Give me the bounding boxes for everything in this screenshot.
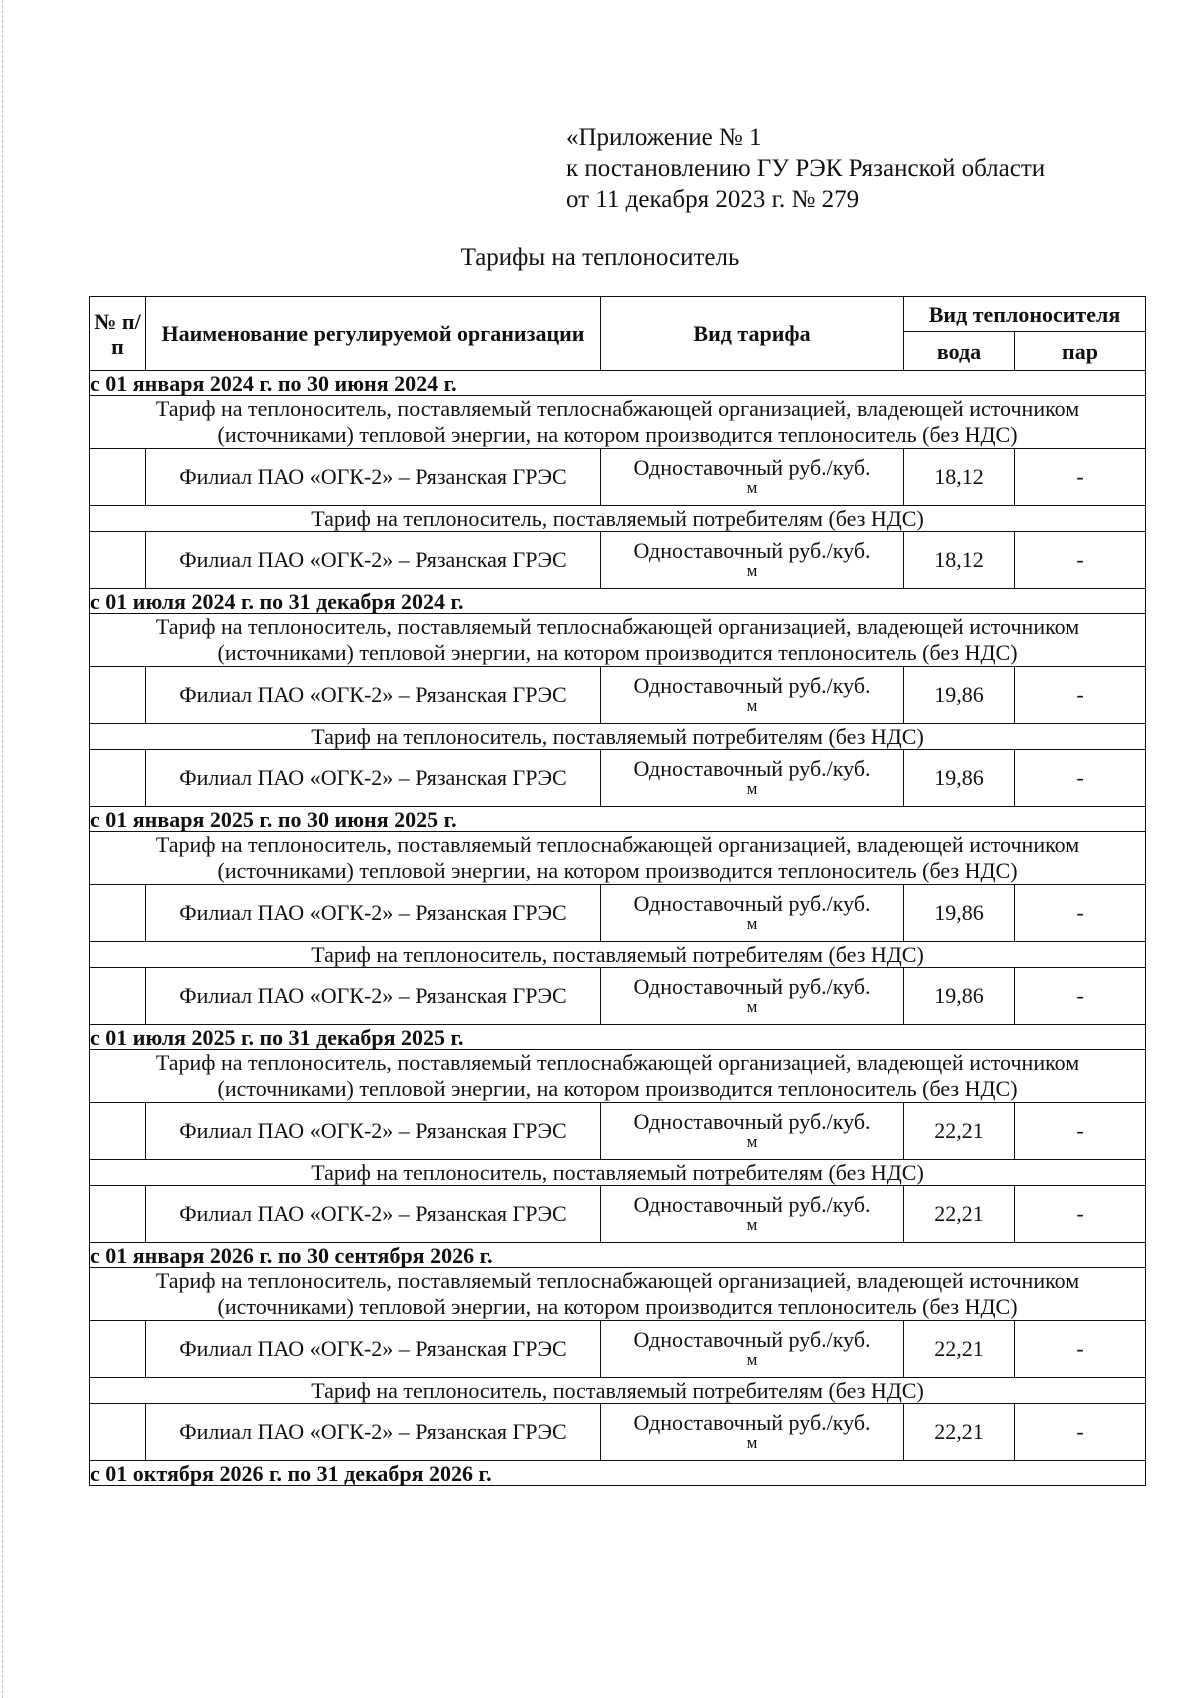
organization-cell: Филиал ПАО «ОГК-2» – Рязанская ГРЭС bbox=[146, 1103, 601, 1160]
section-row bbox=[90, 614, 1146, 667]
row-number-cell bbox=[90, 532, 146, 589]
table-row bbox=[90, 750, 1146, 807]
row-number-cell bbox=[90, 885, 146, 942]
table-row bbox=[90, 449, 1146, 506]
row-number-cell bbox=[90, 1186, 146, 1243]
table-row bbox=[90, 885, 1146, 942]
section-consumer-tariff: Тариф на теплоноситель, поставляемый потребителям (без НДС) bbox=[90, 724, 1146, 750]
organization-cell: Филиал ПАО «ОГК-2» – Рязанская ГРЭС bbox=[146, 1186, 601, 1243]
tariff-kind-text: Одноставочный руб./куб. bbox=[633, 1109, 871, 1134]
water-tariff-value: 22,21 bbox=[904, 1186, 1015, 1243]
section-consumer-tariff: Тариф на теплоноситель, поставляемый потребителям (без НДС) bbox=[90, 942, 1146, 968]
organization-cell: Филиал ПАО «ОГК-2» – Рязанская ГРЭС bbox=[146, 532, 601, 589]
section-source-tariff: Тариф на теплоноситель, поставляемый теплоснабжающей организацией, владеющей источником (источниками) тепловой энергии, на котором производится теплоноситель (без НДС) bbox=[90, 396, 1146, 449]
tariff-kind-cell bbox=[601, 1321, 904, 1378]
row-number-cell bbox=[90, 1404, 146, 1461]
tariff-unit-text: м bbox=[746, 478, 758, 497]
tariff-kind-text: Одноставочный руб./куб. bbox=[633, 673, 871, 698]
organization-cell: Филиал ПАО «ОГК-2» – Рязанская ГРЭС bbox=[146, 1321, 601, 1378]
row-number-cell bbox=[90, 449, 146, 506]
steam-tariff-value: - bbox=[1015, 1103, 1146, 1160]
period-row bbox=[90, 1025, 1146, 1050]
water-tariff-value: 19,86 bbox=[904, 667, 1015, 724]
header-tariff-kind: Вид тарифа bbox=[601, 297, 904, 371]
table-row bbox=[90, 532, 1146, 589]
tariff-unit-text: м bbox=[746, 696, 758, 715]
tariff-kind-cell bbox=[601, 1186, 904, 1243]
tariff-kind-text: Одноставочный руб./куб. bbox=[633, 756, 871, 781]
appendix-line-2: к постановлению ГУ РЭК Рязанской области bbox=[566, 155, 1046, 182]
tariff-kind-cell bbox=[601, 667, 904, 724]
tariff-kind-cell bbox=[601, 1404, 904, 1461]
period-label: с 01 октября 2026 г. по 31 декабря 2026 г. bbox=[90, 1461, 1146, 1486]
steam-tariff-value: - bbox=[1015, 667, 1146, 724]
section-row bbox=[90, 942, 1146, 968]
tariff-unit-text: м bbox=[746, 914, 758, 933]
organization-cell: Филиал ПАО «ОГК-2» – Рязанская ГРЭС bbox=[146, 449, 601, 506]
water-tariff-value: 22,21 bbox=[904, 1103, 1015, 1160]
water-tariff-value: 19,86 bbox=[904, 885, 1015, 942]
steam-tariff-value: - bbox=[1015, 449, 1146, 506]
section-source-tariff: Тариф на теплоноситель, поставляемый теплоснабжающей организацией, владеющей источником (источниками) тепловой энергии, на котором производится теплоноситель (без НДС) bbox=[90, 832, 1146, 885]
tariff-kind-cell bbox=[601, 449, 904, 506]
row-number-cell bbox=[90, 667, 146, 724]
tariff-unit-text: м bbox=[746, 561, 758, 580]
header-steam: пар bbox=[1015, 332, 1146, 371]
section-consumer-tariff: Тариф на теплоноситель, поставляемый потребителям (без НДС) bbox=[90, 506, 1146, 532]
water-tariff-value: 22,21 bbox=[904, 1321, 1015, 1378]
period-label: с 01 января 2025 г. по 30 июня 2025 г. bbox=[90, 807, 1146, 832]
steam-tariff-value: - bbox=[1015, 750, 1146, 807]
table-row bbox=[90, 1404, 1146, 1461]
section-row bbox=[90, 832, 1146, 885]
row-number-cell bbox=[90, 750, 146, 807]
appendix-line-3: от 11 декабря 2023 г. № 279 bbox=[566, 186, 860, 213]
section-source-tariff: Тариф на теплоноситель, поставляемый теплоснабжающей организацией, владеющей источником (источниками) тепловой энергии, на котором производится теплоноситель (без НДС) bbox=[90, 1268, 1146, 1321]
row-number-cell bbox=[90, 968, 146, 1025]
tariff-kind-cell bbox=[601, 885, 904, 942]
tariff-kind-text: Одноставочный руб./куб. bbox=[633, 891, 871, 916]
period-row bbox=[90, 1243, 1146, 1268]
water-tariff-value: 19,86 bbox=[904, 968, 1015, 1025]
table-row bbox=[90, 1321, 1146, 1378]
tariff-kind-cell bbox=[601, 968, 904, 1025]
steam-tariff-value: - bbox=[1015, 1321, 1146, 1378]
period-row bbox=[90, 807, 1146, 832]
appendix-line-1: «Приложение № 1 bbox=[566, 124, 762, 151]
document-title: Тарифы на теплоноситель bbox=[460, 244, 740, 271]
tariff-kind-text: Одноставочный руб./куб. bbox=[633, 1192, 871, 1217]
tariff-unit-text: м bbox=[746, 1215, 758, 1234]
table-row bbox=[90, 1103, 1146, 1160]
section-source-tariff: Тариф на теплоноситель, поставляемый теплоснабжающей организацией, владеющей источником (источниками) тепловой энергии, на котором производится теплоноситель (без НДС) bbox=[90, 1050, 1146, 1103]
table-row bbox=[90, 667, 1146, 724]
tariff-kind-cell bbox=[601, 750, 904, 807]
steam-tariff-value: - bbox=[1015, 885, 1146, 942]
period-row bbox=[90, 589, 1146, 614]
water-tariff-value: 18,12 bbox=[904, 532, 1015, 589]
steam-tariff-value: - bbox=[1015, 1186, 1146, 1243]
tariff-unit-text: м bbox=[746, 997, 758, 1016]
tariff-kind-text: Одноставочный руб./куб. bbox=[633, 455, 871, 480]
organization-cell: Филиал ПАО «ОГК-2» – Рязанская ГРЭС bbox=[146, 1404, 601, 1461]
tariff-kind-text: Одноставочный руб./куб. bbox=[633, 1410, 871, 1435]
organization-cell: Филиал ПАО «ОГК-2» – Рязанская ГРЭС bbox=[146, 667, 601, 724]
period-label: с 01 июля 2024 г. по 31 декабря 2024 г. bbox=[90, 589, 1146, 614]
section-row bbox=[90, 1378, 1146, 1404]
tariff-unit-text: м bbox=[746, 779, 758, 798]
tariff-table-body bbox=[90, 371, 1146, 1486]
organization-cell: Филиал ПАО «ОГК-2» – Рязанская ГРЭС bbox=[146, 750, 601, 807]
tariff-unit-text: м bbox=[746, 1132, 758, 1151]
water-tariff-value: 22,21 bbox=[904, 1404, 1015, 1461]
section-consumer-tariff: Тариф на теплоноситель, поставляемый потребителям (без НДС) bbox=[90, 1378, 1146, 1404]
tariff-unit-text: м bbox=[746, 1433, 758, 1452]
water-tariff-value: 18,12 bbox=[904, 449, 1015, 506]
section-row bbox=[90, 1160, 1146, 1186]
row-number-cell bbox=[90, 1103, 146, 1160]
period-label: с 01 июля 2025 г. по 31 декабря 2025 г. bbox=[90, 1025, 1146, 1050]
tariff-kind-text: Одноставочный руб./куб. bbox=[633, 1327, 871, 1352]
period-row bbox=[90, 1461, 1146, 1486]
section-row bbox=[90, 724, 1146, 750]
tariff-table bbox=[89, 296, 1146, 1486]
steam-tariff-value: - bbox=[1015, 1404, 1146, 1461]
steam-tariff-value: - bbox=[1015, 532, 1146, 589]
section-row bbox=[90, 506, 1146, 532]
tariff-unit-text: м bbox=[746, 1350, 758, 1369]
section-row bbox=[90, 1050, 1146, 1103]
header-number: № п/п bbox=[90, 297, 146, 371]
tariff-kind-text: Одноставочный руб./куб. bbox=[633, 538, 871, 563]
section-source-tariff: Тариф на теплоноситель, поставляемый теплоснабжающей организацией, владеющей источником (источниками) тепловой энергии, на котором производится теплоноситель (без НДС) bbox=[90, 614, 1146, 667]
tariff-kind-text: Одноставочный руб./куб. bbox=[633, 974, 871, 999]
header-organization: Наименование регулируемой организации bbox=[146, 297, 601, 371]
period-row bbox=[90, 371, 1146, 396]
section-row bbox=[90, 396, 1146, 449]
table-row bbox=[90, 1186, 1146, 1243]
section-row bbox=[90, 1268, 1146, 1321]
header-coolant-type: Вид теплоносителя bbox=[904, 297, 1146, 332]
section-consumer-tariff: Тариф на теплоноситель, поставляемый потребителям (без НДС) bbox=[90, 1160, 1146, 1186]
water-tariff-value: 19,86 bbox=[904, 750, 1015, 807]
organization-cell: Филиал ПАО «ОГК-2» – Рязанская ГРЭС bbox=[146, 968, 601, 1025]
table-row bbox=[90, 968, 1146, 1025]
header-water: вода bbox=[904, 332, 1015, 371]
organization-cell: Филиал ПАО «ОГК-2» – Рязанская ГРЭС bbox=[146, 885, 601, 942]
tariff-kind-cell bbox=[601, 1103, 904, 1160]
steam-tariff-value: - bbox=[1015, 968, 1146, 1025]
row-number-cell bbox=[90, 1321, 146, 1378]
period-label: с 01 января 2026 г. по 30 сентября 2026 г. bbox=[90, 1243, 1146, 1268]
tariff-kind-cell bbox=[601, 532, 904, 589]
period-label: с 01 января 2024 г. по 30 июня 2024 г. bbox=[90, 371, 1146, 396]
appendix-header bbox=[566, 122, 1045, 215]
